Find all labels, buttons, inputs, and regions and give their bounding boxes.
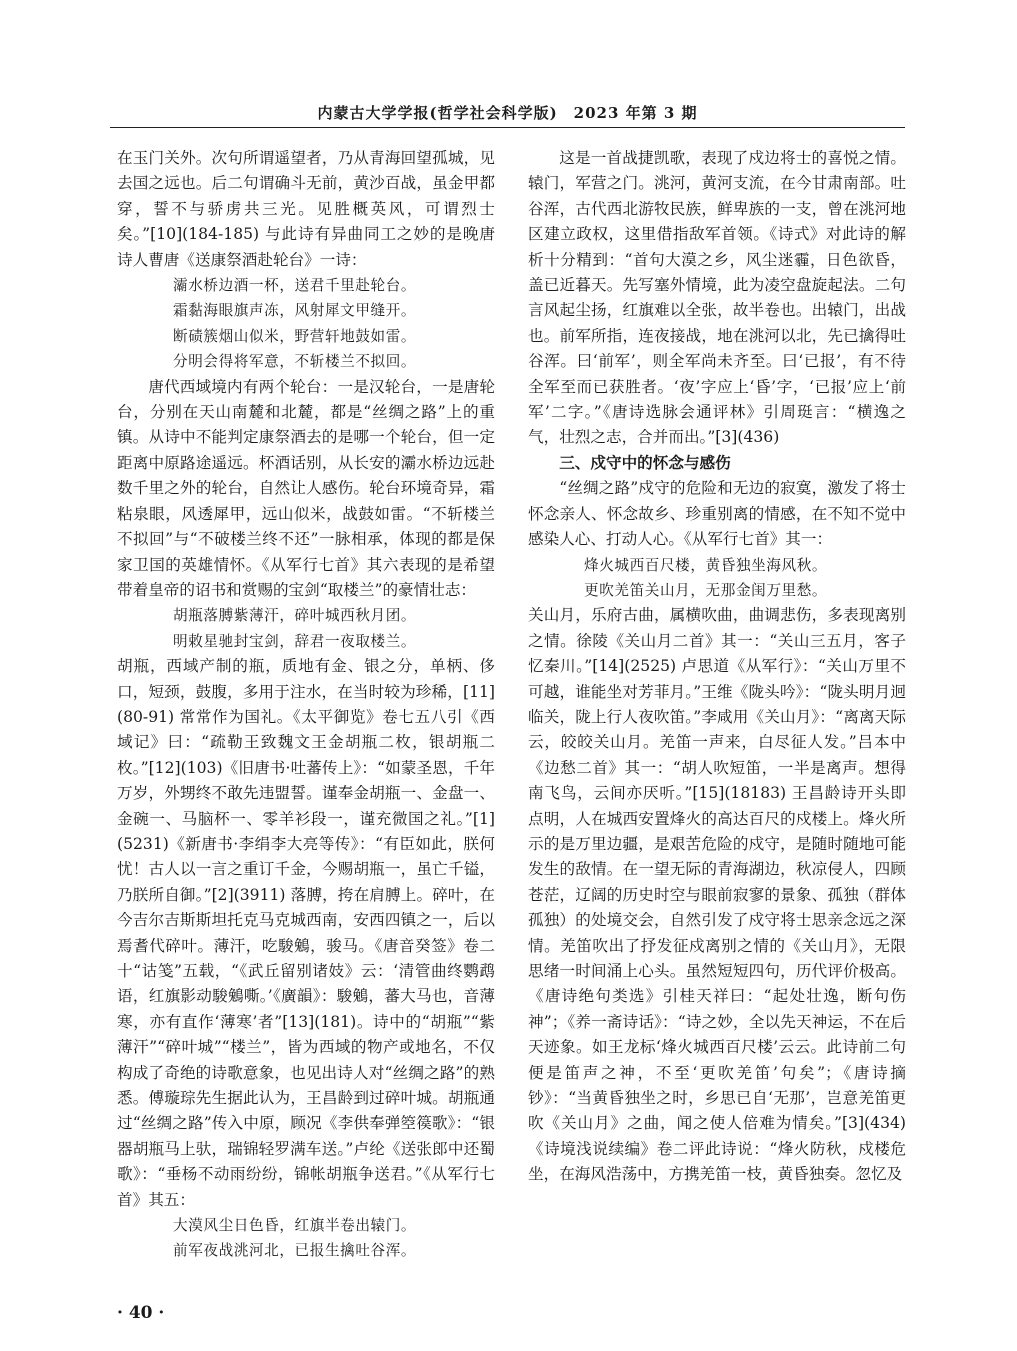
poem-line: 大漠风尘日色昏，红旗半卷出辕门。 <box>173 1217 417 1235</box>
left-column <box>117 146 495 1264</box>
paragraph: 唐代西域境内有两个轮台：一是汉轮台，一是唐轮台，分别在天山南麓和北麓，都是“丝绸之路”上的重镇。从诗中不能判定康祭酒去的是哪一个轮台，但一定距离中原路途遥远。杯酒话别，从长安的灞水桥边远赴数千里之外的轮台，自然让人感伤。轮台环境奇异，霜粘泉眼，风透犀甲，远山似米，战鼓如雷。“不斩楼兰不拟回”与“不破楼兰终不还”一脉相承，体现的都是保家卫国的英雄情怀。《从军行七首》其六表现的是希望带着皇帝的诏书和赏赐的宝剑“取楼兰”的豪情壮志： <box>117 377 495 599</box>
running-header: 内蒙古大学学报(哲学社会科学版) 2023 年第 3 期 <box>317 104 698 122</box>
paragraph: 这是一首战捷凯歌，表现了戍边将士的喜悦之情。辕门，军营之门。洮河，黄河支流，在今甘肃南部。吐谷浑，古代西北游牧民族，鲜卑族的一支，曾在洮河地区建立政权，这里借指敌军首领。《诗式》对此诗的解析十分精到：“首句大漠之乡，风尘迷霾，日色欲昏，盖已近暮天。先写塞外情境，此为凌空盘旋起法。二句言风起尘扬，红旗难以全张，故半卷也。出辕门，出战也。前军所指，连夜接战，地在洮河以北，先已擒得吐谷浑。曰‘前军’，则全军尚未齐至。曰‘已报’，有不待全军至而已获胜者。‘夜’字应上‘昏’字，‘已报’应上‘前军’二字。”《唐诗选脉会通评林》引周珽言：“横逸之气，壮烈之志，合并而出。”[3](436) <box>528 149 906 447</box>
poem-line: 前军夜战洮河北，已报生擒吐谷浑。 <box>173 1242 417 1260</box>
paragraph: 关山月，乐府古曲，属横吹曲，曲调悲伤，多表现离别之情。徐陵《关山月二首》其一：“关山三五月，客子忆秦川。”[14](2525) 卢思道《从军行》：“关山万里不可越，谁能坐对芳菲月。”王维《陇头吟》：“陇头明月迥临关，陇上行人夜吹笛。”李咸用《关山月》：“离离天际云，皎皎关山月。羌笛一声来，白尽征人发。”吕本中《边愁二首》其一：“胡人吹短笛，一半是离声。想得南飞鸟，云间亦厌听。”[15](18183) 王昌龄诗开头即点明，人在城西安置烽火的高达百尺的戍楼上。烽火所示的是万里边疆，是艰苦危险的戍守，是随时随地可能发生的敌情。在一望无际的青海湖边，秋凉侵人，四顾苍茫，辽阔的历史时空与眼前寂寥的景象、孤独（群体孤独）的处境交会，自然引发了戍守将士思亲念远之深情。羌笛吹出了抒发征戍离别之情的《关山月》，无限思绪一时间涌上心头。虽然短短四句，历代评价极高。《唐诗绝句类选》引桂天祥曰：“起处壮逸，断句伤神”；《养一斋诗话》：“诗之妙，全以先天神运，不在后天迹象。如王龙标‘烽火城西百尺楼’云云。此诗前二句便是笛声之神，不至‘更吹羌笛’句矣”；《唐诗摘钞》：“当黄昏独坐之时，乡思已自‘无那’，岂意羌笛更吹《关山月》之曲，闻之使人倍难为情矣。”[3](434)《诗境浅说续编》卷二评此诗说：“烽火防秋，戍楼危坐，在海风浩荡中，方携羌笛一枝，黄昏独奏。忽忆及 <box>528 606 906 1184</box>
paragraph: “丝绸之路”戍守的危险和无边的寂寞，激发了将士怀念亲人、怀念故乡、珍重别离的情感，在不知不觉中感染人心、打动人心。《从军行七首》其一： <box>528 479 906 549</box>
paragraph: 胡瓶，西域产制的瓶，质地有金、银之分，单柄、侈口，短颈，鼓腹，多用于注水，在当时较为珍稀，[11](80-91) 常常作为国礼。《太平御览》卷七五八引《西域记》曰：“疏勒王致魏文王金胡瓶二枚，银胡瓶二枚。”[12](103)《旧唐书·吐蕃传上》：“如蒙圣恩，千年万岁，外甥终不敢先违盟誓。谨奉金胡瓶一、金盘一、金碗一、马脑杯一、零羊衫段一，谨充微国之礼。”[1](5231)《新唐书·李绢李大亮等传》：“有臣如此，朕何忧！古人以一言之重订千金，今赐胡瓶一，虽亡千镒，乃朕所自御。”[2](3911) 落膊，挎在肩膊上。碎叶，在今吉尔吉斯斯坦托克马克城西南，安西四镇之一，后以焉耆代碎叶。薄汗，吃駿鵵，骏马。《唐音癸签》卷二十“诂笺”五载，“《武丘留别诸妓》云：‘清管曲终鹦鹉语，红旗影动駿鵵嘶。’《廣韻》：駿鵵，蕃大马也，音薄寒，亦有直作‘薄寒’者”[13](181)。诗中的“胡瓶”“紫薄汗”“碎叶城”“楼兰”，皆为西域的物产或地名，不仅构成了奇绝的诗歌意象，也见出诗人对“丝绸之路”的熟悉。傅璇琮先生据此认为，王昌龄到过碎叶城。胡瓶通过“丝绸之路”传入中原，顾况《李供奉弹箜篌歌》：“银器胡瓶马上驮，瑞锦轻罗满车送。”卢纶《送张郎中还蜀歌》：“垂杨不动雨纷纷，锦帐胡瓶争送君。”《从军行七首》其五： <box>117 657 495 1209</box>
poem-line: 分明会得将军意，不斩楼兰不拟回。 <box>173 353 417 371</box>
poem-line: 烽火城西百尺楼，黄昏独坐海风秋。 <box>584 556 828 574</box>
poem-line: 胡瓶落膊紫薄汗，碎叶城西秋月团。 <box>173 607 417 625</box>
poem-line: 霜黏海眼旗声冻，风射犀文甲缝开。 <box>173 302 417 320</box>
poem-line: 明敕星驰封宝剑，辞君一夜取楼兰。 <box>173 632 417 650</box>
paragraph: 在玉门关外。次句所谓遥望者，乃从青海回望孤城，见去国之远也。后二句谓确斗无前，黄沙百战，虽金甲都穿，誓不与骄虏共三光。见胜概英风，可谓烈士矣。”[10](184-185) 与此诗有异曲同工之妙的是晚唐诗人曹唐《送康祭酒赴轮台》一诗： <box>117 149 495 269</box>
poem-line: 更吹羌笛关山月，无那金闺万里愁。 <box>584 581 828 599</box>
poem-line: 断碛簇烟山似米，野营轩地鼓如雷。 <box>173 327 417 345</box>
poem-line: 灞水桥边酒一杯，送君千里赴轮台。 <box>173 277 417 295</box>
page-number: · 40 · <box>117 1303 165 1323</box>
header-rule <box>110 127 905 128</box>
section-heading: 三、戍守中的怀念与感伤 <box>559 453 731 472</box>
right-column <box>528 146 906 1188</box>
